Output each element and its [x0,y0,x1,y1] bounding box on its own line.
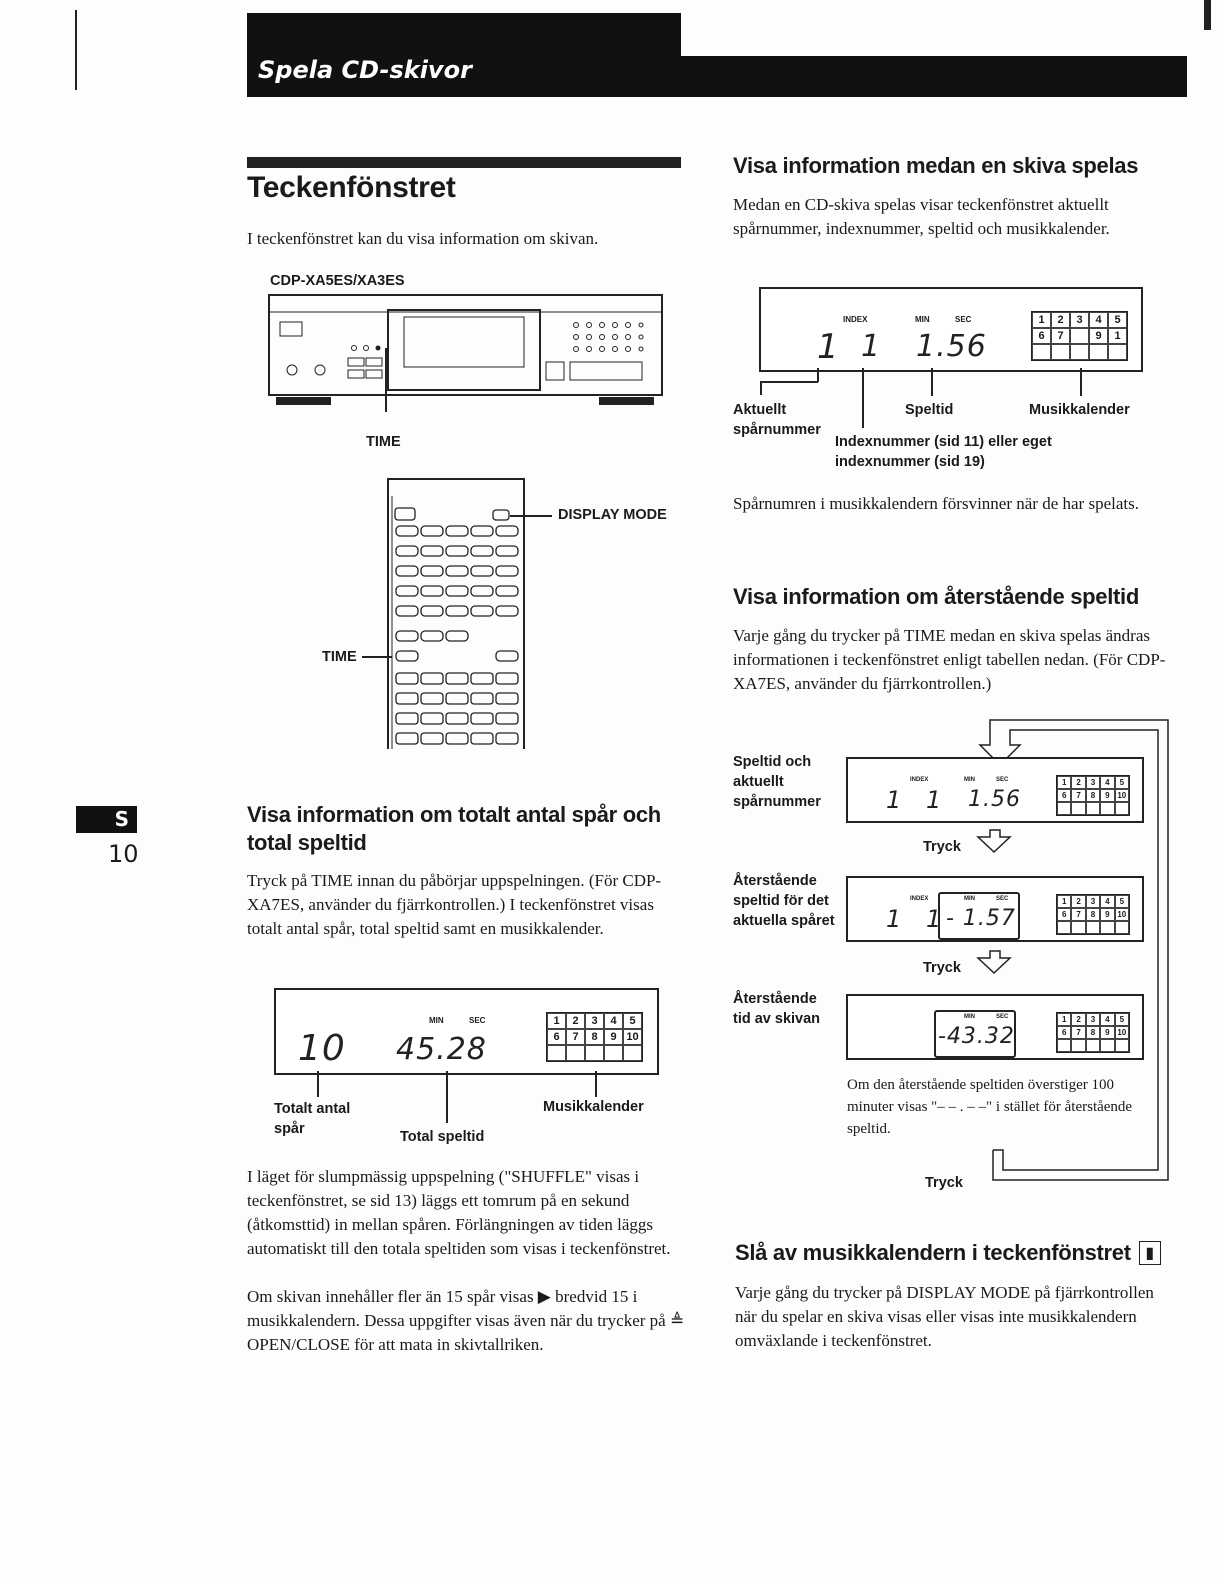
calendar-cell: 7 [566,1029,585,1045]
calendar-cell: 3 [1070,312,1089,328]
press-label: Tryck [923,839,961,855]
calendar-cell: 9 [1100,1026,1114,1039]
time-value: 1.56 [968,787,1021,812]
music-calendar [1056,775,1130,816]
calendar-cell: 6 [1057,1026,1071,1039]
pointer [931,368,933,396]
remote-time-pointer [362,656,392,658]
calendar-cell: 1 [1108,328,1127,344]
sec-label: SEC [955,315,972,324]
over-15-paragraph: Om skivan innehåller fler än 15 spår visas ▶ bredvid 15 i musikkalendern. Dessa uppgifter visas även när du trycker på ≜ OPEN/CLOSE för att mata in skivtallriken. [247,1287,685,1354]
index-value: 1 [926,786,943,814]
music-calendar [1031,311,1128,361]
calendar-cell: 4 [604,1013,623,1029]
header-title: Spela CD-skivor [258,56,472,84]
calendar-cell: 3 [1086,895,1100,908]
cycle-display [846,994,1144,1060]
calendar-cell [1115,1039,1129,1052]
calendar-cell: 5 [1115,1013,1129,1026]
index-label: INDEX [910,777,929,783]
remote-time-label: TIME [322,649,357,665]
index-value: 1 [926,905,943,933]
pointer [817,368,819,382]
remote-only-icon: ▮ [1139,1241,1161,1265]
music-calendar [1056,894,1130,935]
cycle-step-label: Återstående speltid för det aktuella spåret [733,873,835,929]
calendar-cell: 5 [1115,895,1129,908]
calendar-cell: 7 [1071,789,1085,802]
model-label: CDP-XA5ES/XA3ES [270,273,405,289]
calendar-cell: 8 [1086,908,1100,921]
min-label: MIN [429,1016,444,1025]
cycle-display [846,757,1144,823]
calendar-cell: 4 [1089,312,1108,328]
cd-player-illustration [266,292,666,412]
page-number: 10 [108,840,139,868]
cycle-step-label: Återstående tid av skivan [733,991,821,1027]
press-label: Tryck [925,1175,963,1191]
sec-label: SEC [996,1014,1009,1020]
calendar-cell: 4 [1100,776,1114,789]
pointer [446,1071,448,1123]
index-label: INDEX [843,315,868,324]
total-tracks-value: 10 [298,1028,346,1069]
index-value: 1 [861,329,882,364]
calendar-cell: 8 [1086,1026,1100,1039]
calendar-cell: 5 [623,1013,642,1029]
calendar-off-heading-row [735,1240,1161,1266]
calendar-cell [1057,1039,1071,1052]
time-value: - 1.57 [946,906,1016,931]
calendar-cell [1032,344,1051,360]
time-value: 1.56 [916,329,987,364]
calendar-cell: 8 [585,1029,604,1045]
sec-label: SEC [996,896,1009,902]
calendar-cell [1057,802,1071,815]
header-bar [681,56,1187,97]
calendar-cell [566,1045,585,1061]
edge-mark [1204,0,1211,30]
calendar-cell: 4 [1100,895,1114,908]
calendar-cell: 2 [1071,895,1085,908]
section-title: Teckenfönstret [247,171,456,204]
calendar-cell [1115,921,1129,934]
total-time-label: Total speltid [400,1129,485,1145]
playtime-label: Speltid [905,402,954,418]
display-playing [759,287,1143,372]
calendar-cell [1086,921,1100,934]
pointer [317,1071,319,1097]
music-calendar [546,1012,643,1062]
calendar-cell: 1 [1057,776,1071,789]
player-time-label: TIME [366,434,401,450]
calendar-cell [623,1045,642,1061]
calendar-off-heading: Slå av musikkalendern i teckenfönstret [735,1240,1131,1265]
over-100-note: Om den återstående speltiden överstiger 100 minuter visas "– – . – –" i stället för återstående speltid. [847,1077,1133,1137]
calendar-cell: 1 [1057,895,1071,908]
calendar-label: Musikkalender [543,1099,644,1115]
calendar-cell: 10 [623,1029,642,1045]
calendar-cell: 9 [1089,328,1108,344]
calendar-cell: 2 [566,1013,585,1029]
calendar-cell [1070,328,1089,344]
calendar-cell: 9 [1100,908,1114,921]
calendar-cell [1089,344,1108,360]
calendar-cell [1100,802,1114,815]
calendar-cell [1071,1039,1085,1052]
calendar-cell: 2 [1071,1013,1085,1026]
cycle-step-label: Speltid och aktuellt spårnummer [733,754,821,810]
calendar-cell [1057,921,1071,934]
calendar-cell: 1 [547,1013,566,1029]
calendar-off-paragraph: Varje gång du trycker på DISPLAY MODE på fjärrkontrollen när du spelar en skiva visas eller visas inte musikkalendern omväxlande i teckenfönstret. [735,1283,1154,1350]
section-rule [247,157,681,168]
track-value: 1 [817,327,840,367]
calendar-cell: 6 [1057,908,1071,921]
remote-display-mode-label: DISPLAY MODE [558,507,667,523]
total-paragraph: Tryck på TIME innan du påbörjar uppspelningen. (För CDP-XA7ES, använder du fjärrkontrollen.) I teckenfönstret visas totalt antal spår, total speltid samt en musikkalender. [247,871,662,938]
calendar-cell [1086,1039,1100,1052]
calendar-cell: 10 [1115,789,1129,802]
calendar-cell: 9 [1100,789,1114,802]
calendar-cell [1086,802,1100,815]
calendar-label: Musikkalender [1029,402,1130,418]
calendar-cell: 9 [604,1029,623,1045]
calendar-cell: 5 [1115,776,1129,789]
time-value: -43.32 [938,1024,1015,1049]
calendar-cell [1071,921,1085,934]
calendar-cell [1070,344,1089,360]
sec-label: SEC [469,1016,486,1025]
calendar-cell: 7 [1071,908,1085,921]
calendar-cell [547,1045,566,1061]
pointer [595,1071,597,1097]
calendar-cell [1100,921,1114,934]
remote-control-illustration [385,476,530,751]
calendar-cell: 6 [547,1029,566,1045]
display-mode-pointer [510,515,552,517]
shuffle-paragraph: I läget för slumpmässig uppspelning ("SHUFFLE" visas i teckenfönstret, se sid 13) läggs ett tomrum på en sekund (åtkomsttid) in mellan spåren. Förlängningen av tiden läggs automatiskt till den totala speltiden som visas i teckenfönstret. [247,1167,671,1258]
calendar-paragraph: Spårnumren i musikkalendern försvinner när de har spelats. [733,494,1139,513]
playing-heading: Visa information medan en skiva spelas [733,153,1139,178]
press-label: Tryck [923,960,961,976]
pointer [760,381,818,383]
track-value: 1 [886,905,903,933]
calendar-cell: 10 [1115,1026,1129,1039]
calendar-cell: 3 [1086,1013,1100,1026]
total-tracks-label: Totalt antal spår [274,1101,351,1137]
index-label: INDEX [910,896,929,902]
calendar-cell [1051,344,1070,360]
display-total [274,988,659,1075]
min-label: MIN [964,777,975,783]
min-label: MIN [964,1014,975,1020]
calendar-cell: 10 [1115,908,1129,921]
calendar-cell: 7 [1051,328,1070,344]
header-tab [247,13,681,97]
current-track-label: Aktuellt spårnummer [733,402,821,438]
calendar-cell: 2 [1071,776,1085,789]
calendar-cell [1071,802,1085,815]
calendar-cell: 8 [1086,789,1100,802]
music-calendar [1056,1012,1130,1053]
remaining-heading: Visa information om återstående speltid [733,584,1139,609]
cycle-display [846,876,1144,942]
calendar-cell: 6 [1032,328,1051,344]
calendar-cell: 6 [1057,789,1071,802]
calendar-cell [1108,344,1127,360]
calendar-cell: 5 [1108,312,1127,328]
intro-text: I teckenfönstret kan du visa information om skivan. [247,229,599,248]
remaining-paragraph: Varje gång du trycker på TIME medan en skiva spelas ändras informationen i teckenfönstret enligt tabellen nedan. (För CDP-XA7ES, använder du fjärrkontrollen.) [733,626,1166,693]
calendar-cell [1115,802,1129,815]
calendar-cell: 2 [1051,312,1070,328]
pointer [862,368,864,428]
calendar-cell: 1 [1057,1013,1071,1026]
calendar-cell: 7 [1071,1026,1085,1039]
calendar-cell [585,1045,604,1061]
sec-label: SEC [996,777,1009,783]
total-heading: Visa information om totalt antal spår och total speltid [247,802,661,855]
index-number-label: Indexnummer (sid 11) eller eget indexnummer (sid 19) [835,434,1052,470]
language-badge: S [76,806,137,833]
pointer [1080,368,1082,396]
calendar-cell [1100,1039,1114,1052]
pointer [760,381,762,395]
calendar-cell: 3 [585,1013,604,1029]
margin-mark [75,10,77,90]
calendar-cell [604,1045,623,1061]
playing-paragraph: Medan en CD-skiva spelas visar teckenfönstret aktuellt spårnummer, indexnummer, speltid och musikkalender. [733,195,1110,238]
min-label: MIN [915,315,930,324]
track-value: 1 [886,786,903,814]
calendar-cell: 1 [1032,312,1051,328]
calendar-cell: 3 [1086,776,1100,789]
total-time-value: 45.28 [396,1032,487,1067]
calendar-cell: 4 [1100,1013,1114,1026]
min-label: MIN [964,896,975,902]
